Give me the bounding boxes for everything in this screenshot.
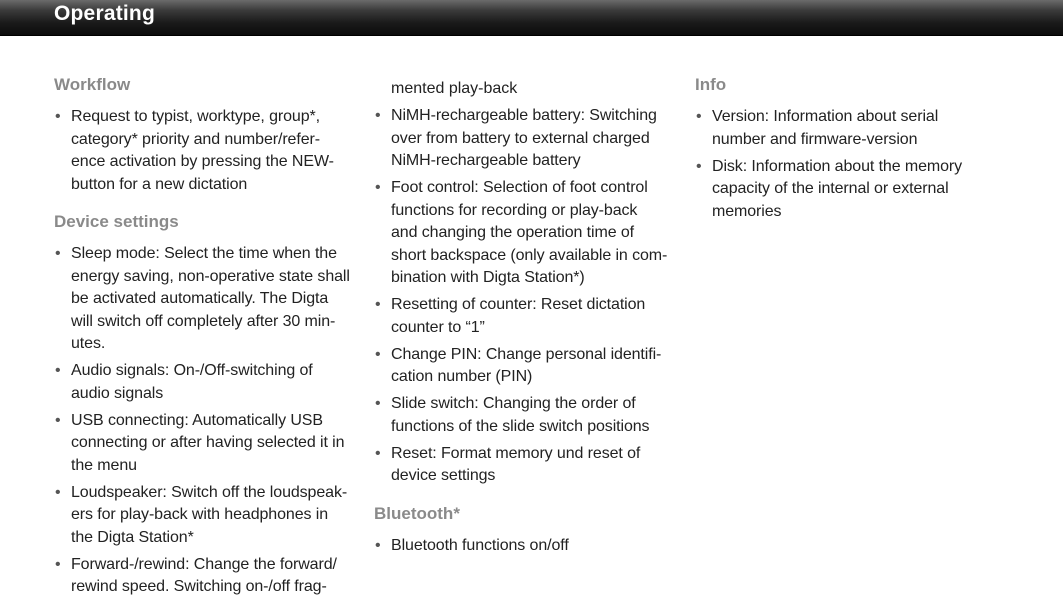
bullet-icon: • <box>375 107 381 124</box>
list-item-line: Slide switch: Changing the order of <box>391 395 636 412</box>
bullet-icon: • <box>375 179 381 196</box>
list-item-line: over from battery to external charged <box>391 129 650 147</box>
workflow-list <box>54 106 350 196</box>
list-item-line: functions of the slide switch positions <box>391 417 650 435</box>
list-item-line: Audio signals: On-/Off-switching of <box>71 362 313 379</box>
bullet-icon: • <box>55 483 61 501</box>
list-item <box>374 294 674 339</box>
list-item-line: functions for recording or play-back <box>391 201 638 219</box>
list-item-line: connecting or after having selected it in <box>71 434 345 451</box>
list-item-line: USB connecting: Automatically USB <box>71 411 323 429</box>
list-item <box>54 410 350 478</box>
bullet-icon: • <box>375 345 381 363</box>
page-title: Operating <box>54 2 155 25</box>
bullet-icon: • <box>375 395 381 412</box>
list-item-line: Disk: Information about the memory <box>712 157 963 175</box>
list-item-line: device settings <box>391 467 496 484</box>
bullet-icon: • <box>55 108 61 125</box>
bullet-icon: • <box>375 296 381 313</box>
list-item-line: utes. <box>71 335 106 352</box>
list-item <box>695 156 975 224</box>
list-item-line: NiMH-rechargeable battery <box>391 152 581 169</box>
list-item <box>54 360 350 405</box>
list-item-line: bination with Digta Station*) <box>391 269 585 286</box>
section-heading-device-settings: Device settings <box>54 212 179 231</box>
list-item <box>374 393 674 438</box>
list-item-line: Loudspeaker: Switch off the loudspeak- <box>71 483 348 501</box>
list-item-line: Request to typist, worktype, group*, <box>71 108 320 125</box>
bullet-icon: • <box>375 536 381 554</box>
column-middle <box>374 74 674 562</box>
list-item <box>54 106 350 196</box>
list-item-line: and changing the operation time of <box>391 224 634 241</box>
header-bar <box>0 0 1063 36</box>
list-item-line: energy saving, non-operative state shall <box>71 267 350 285</box>
bullet-icon: • <box>55 555 61 573</box>
list-item <box>695 106 975 151</box>
list-item <box>374 177 674 290</box>
device-settings-list <box>54 243 350 599</box>
list-item-line: Change PIN: Change personal identifi- <box>391 345 662 363</box>
list-item-line: Reset: Format memory und reset of <box>391 444 641 462</box>
list-item-line: the Digta Station* <box>71 528 194 546</box>
list-item-line: Resetting of counter: Reset dictation <box>391 296 646 313</box>
list-item-line: counter to “1” <box>391 318 485 336</box>
list-item <box>54 482 350 550</box>
device-settings-list-continued <box>374 105 674 488</box>
list-item-line: Sleep mode: Select the time when the <box>71 245 337 262</box>
section-heading-workflow: Workflow <box>54 75 131 94</box>
list-item <box>374 535 674 558</box>
section-heading-info: Info <box>695 75 727 94</box>
bullet-icon: • <box>55 362 61 379</box>
list-item-line: ence activation by pressing the NEW- <box>71 153 334 170</box>
bullet-icon: • <box>696 108 702 125</box>
list-item-line: will switch off completely after 30 min- <box>71 312 336 330</box>
list-item-line: category* priority and number/refer- <box>71 130 320 148</box>
column-right <box>695 74 975 228</box>
list-item-line: button for a new dictation <box>71 175 248 193</box>
list-item-line: NiMH-rechargeable battery: Switching <box>391 107 657 124</box>
column-left <box>54 74 350 603</box>
bullet-icon: • <box>375 444 381 462</box>
bullet-icon: • <box>55 245 61 262</box>
bluetooth-list <box>374 535 674 558</box>
list-item-line: Foot control: Selection of foot control <box>391 179 648 196</box>
list-item <box>54 243 350 356</box>
bullet-icon: • <box>696 157 702 175</box>
info-list <box>695 106 975 223</box>
list-item-line: the menu <box>71 456 137 474</box>
list-item-line: number and firmware-version <box>712 130 918 148</box>
list-item-line: memories <box>712 202 782 220</box>
list-item-line: ers for play-back with headphones in <box>71 506 328 523</box>
list-item-line: short backspace (only available in com- <box>391 246 668 264</box>
list-item <box>54 554 350 599</box>
list-item <box>374 344 674 389</box>
section-heading-bluetooth: Bluetooth* <box>374 503 460 523</box>
continued-text: mented play-back <box>391 80 518 97</box>
list-item-line: rewind speed. Switching on-/off frag- <box>71 578 327 595</box>
list-item-line: Bluetooth functions on/off <box>391 536 569 554</box>
list-item <box>374 443 674 488</box>
list-item-line: cation number (PIN) <box>391 368 533 385</box>
bullet-icon: • <box>55 411 61 429</box>
list-item-line: audio signals <box>71 384 164 402</box>
list-item-line: Forward-/rewind: Change the forward/ <box>71 555 337 573</box>
list-item <box>374 105 674 173</box>
list-item-line: be activated automatically. The Digta <box>71 290 329 307</box>
list-item-line: capacity of the internal or external <box>712 180 949 197</box>
list-item-line: Version: Information about serial <box>712 108 939 125</box>
